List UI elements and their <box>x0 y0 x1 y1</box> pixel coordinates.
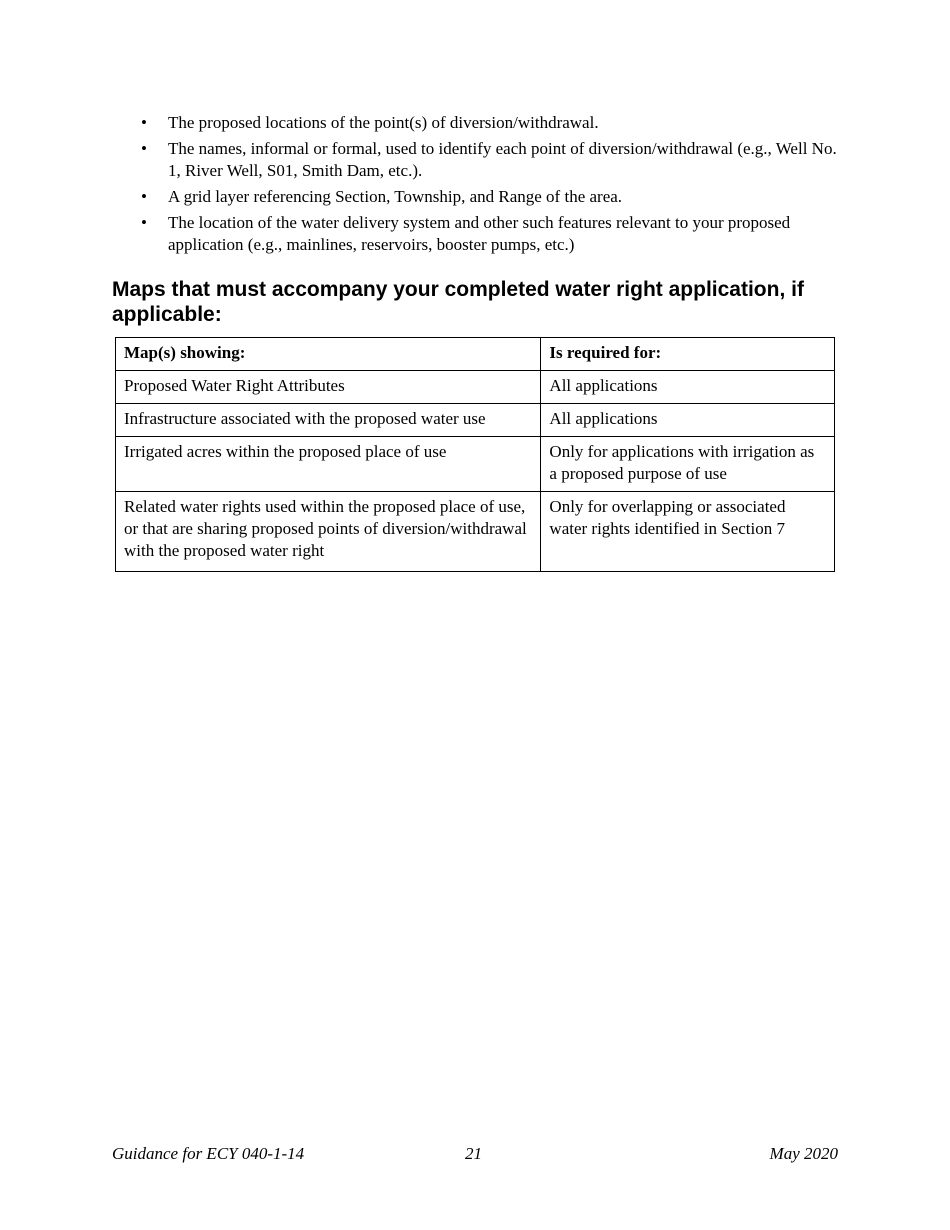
table-cell: All applications <box>541 371 835 404</box>
table-cell: Related water rights used within the proposed place of use, or that are sharing proposed points of diversion/withdrawal with the proposed water right <box>116 492 541 572</box>
bullet-icon: • <box>141 113 147 132</box>
bullet-text: The names, informal or formal, used to identify each point of diversion/withdrawal (e.g., Well No. 1, River Well, S01, Smith Dam, etc.). <box>168 139 837 180</box>
footer-document-id: Guidance for ECY 040-1-14 <box>112 1144 305 1163</box>
bullet-item <box>112 186 840 208</box>
table-cell: All applications <box>541 404 835 437</box>
table-row <box>116 371 835 404</box>
bullet-icon: • <box>141 139 147 158</box>
footer-date: May 2020 <box>769 1144 838 1163</box>
column-header-required: Is required for: <box>541 338 835 371</box>
maps-requirements-table <box>115 337 835 572</box>
table-cell: Only for applications with irrigation as a proposed purpose of use <box>541 437 835 492</box>
table-cell: Irrigated acres within the proposed place of use <box>116 437 541 492</box>
bullet-text: A grid layer referencing Section, Township, and Range of the area. <box>168 187 623 206</box>
section-heading: Maps that must accompany your completed water right application, if applicable: <box>112 278 804 326</box>
requirements-bullet-list <box>112 112 840 260</box>
table-cell: Only for overlapping or associated water rights identified in Section 7 <box>541 492 835 572</box>
bullet-item <box>112 138 840 182</box>
table-cell: Infrastructure associated with the proposed water use <box>116 404 541 437</box>
column-header-maps: Map(s) showing: <box>116 338 541 371</box>
table-row <box>116 492 835 572</box>
bullet-text: The proposed locations of the point(s) of diversion/withdrawal. <box>168 113 599 132</box>
table-cell: Proposed Water Right Attributes <box>116 371 541 404</box>
table-row <box>116 437 835 492</box>
bullet-item <box>112 212 840 256</box>
bullet-icon: • <box>141 213 147 232</box>
table-row <box>116 404 835 437</box>
bullet-text: The location of the water delivery system and other such features relevant to your proposed application (e.g., mainlines, reservoirs, booster pumps, etc.) <box>168 213 791 254</box>
footer-page-number: 21 <box>465 1144 482 1163</box>
table-header-row <box>116 338 835 371</box>
bullet-item <box>112 112 840 134</box>
bullet-icon: • <box>141 187 147 206</box>
